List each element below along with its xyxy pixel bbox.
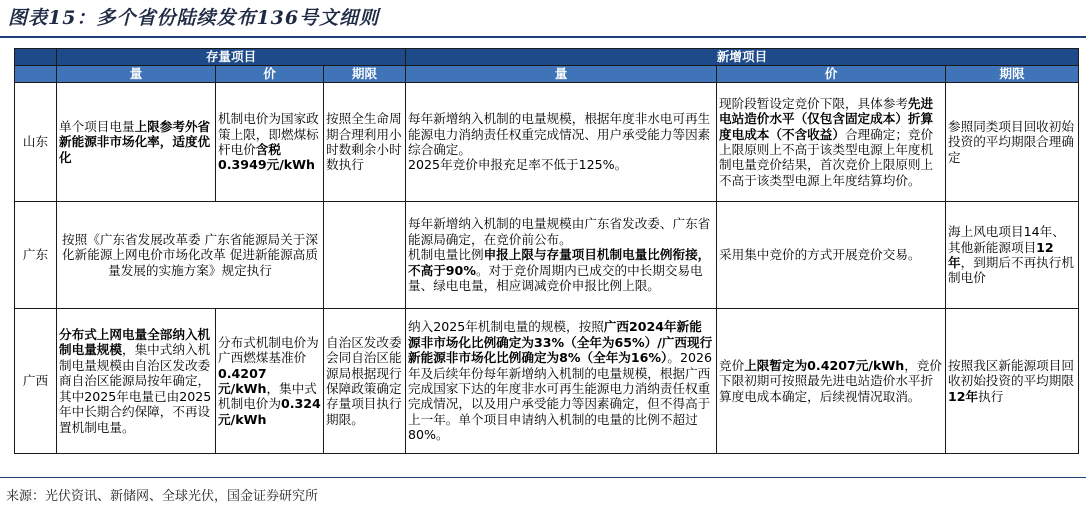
existing-price-cell <box>216 83 324 202</box>
text: ，到期后不再执行机制电价 <box>948 255 1074 286</box>
bold-text: 上限暂定为0.4207元/kWh <box>744 357 905 373</box>
province-cell: 山东 <box>15 83 57 202</box>
text: 。对于竞价周期内已成交的中长期交易电量、绿电电量，相应调减竞价申报比例上限。 <box>408 262 703 294</box>
text: 。2026年及后续年份每年新增纳入机制的电量规模，根据广西完成国家下达的年度非水可再生能源电力消纳责任权重完成情况，以及用户承受能力等因素确定，但不得高于上一年。单个项目申请纳入机制的电量的比例不超过80%。 <box>408 350 712 443</box>
existing-period-cell <box>324 202 406 309</box>
existing-volume-header: 量 <box>57 66 216 83</box>
text: 按照《广东省发展改革委 广东省能源局关于深化新能源上网电价市场化改革 促进新能源高质量发展的实施方案》规定执行 <box>62 231 318 278</box>
province-cell: 广西 <box>15 309 57 454</box>
existing-period-cell <box>324 309 406 454</box>
new-volume-cell <box>406 83 717 202</box>
table-row-shandong <box>15 83 1079 202</box>
bold-text: 12年 <box>948 388 979 404</box>
text: 参照同类项目回收初始投资的平均期限合理确定 <box>948 118 1074 165</box>
new-projects-header: 新增项目 <box>406 49 1079 66</box>
bold-text: 广西2024年新能源非市场化比例确定为33%（全年为65%）/广西现行新能源非市场化比例确定为8%（全年为16%） <box>408 319 713 366</box>
text: 按照全生命周期合理利用小时数剩余小时数执行 <box>326 111 402 173</box>
text: 按照我区新能源项目回收初始投资的平均期限 <box>948 357 1074 389</box>
bold-text: 申报上限与存量项目机制电量比例衔接，不高于90% <box>408 247 711 278</box>
text: 海上风电项目14年、其他新能源项目 <box>948 224 1065 255</box>
existing-period-header: 期限 <box>324 66 406 83</box>
new-period-cell <box>946 83 1079 202</box>
new-price-cell <box>717 83 946 202</box>
figure-title: 图表15：多个省份陆续发布136号文细则 <box>8 7 380 29</box>
new-price-header: 价 <box>717 66 946 83</box>
bold-text: 分布式上网电量全部纳入机制电量规模 <box>59 327 211 358</box>
text: 机制电量比例 <box>408 247 484 263</box>
bold-text: 12年 <box>948 239 1054 270</box>
table-row-guangdong <box>15 202 1079 309</box>
bold-text: 上限参考外省新能源非市场化率，适度优化 <box>59 118 211 165</box>
text: 每年新增纳入机制的电量规模，根据年度非水电可再生能源电力消纳责任权重完成情况、用户承受能力等因素综合确定。 <box>408 111 711 157</box>
text: 单个项目电量 <box>59 118 135 134</box>
existing-volume-cell <box>57 309 216 454</box>
footer-divider <box>0 477 1086 478</box>
text: 执行 <box>978 388 1004 404</box>
source-note: 来源：光伏资讯、新储网、全球光伏，国金证券研究所 <box>6 489 319 504</box>
existing-price-cell <box>216 309 324 454</box>
new-price-cell <box>717 309 946 454</box>
text: 纳入2025年机制电量的规模，按照 <box>408 319 604 335</box>
text: 2025年竞价申报充足率不低于125%。 <box>408 157 628 173</box>
existing-projects-header: 存量项目 <box>57 49 406 66</box>
table-row-guangxi <box>15 309 1079 454</box>
new-volume-cell <box>406 309 717 454</box>
corner-cell-2 <box>15 66 57 83</box>
new-period-cell <box>946 202 1079 309</box>
text: 采用集中竞价的方式开展竞价交易。 <box>719 247 921 263</box>
text: 竞价 <box>719 357 745 373</box>
policy-table <box>14 48 1079 454</box>
existing-merged-cell <box>57 202 324 309</box>
sub-header-row <box>15 66 1079 83</box>
text: 每年新增纳入机制的电量规模由广东省发改委、广东省能源局确定，在竞价前公布。 <box>408 216 711 247</box>
text: 机制电价为国家政策上限，即燃煤标杆电价 <box>218 111 319 157</box>
new-price-cell <box>717 202 946 309</box>
bold-text: 0.324元/kWh <box>218 396 321 427</box>
text: 合理确定；竞价上限原则上不高于该类型电源上年度机制电量竞价结果，首次竞价上限原则上不高于该类型电源上年度结算均价。 <box>719 126 934 188</box>
new-period-cell <box>946 309 1079 454</box>
bold-text: 先进电站造价水平（仅包含固定成本）折算度电成本（不含收益） <box>719 95 934 142</box>
text: 现阶段暂设定竞价下限，具体参考 <box>719 95 908 111</box>
province-cell: 广东 <box>15 202 57 309</box>
bold-text: 0.4207元/kWh <box>218 365 267 396</box>
title-divider <box>0 36 1086 38</box>
group-header-row <box>15 49 1079 66</box>
new-period-header: 期限 <box>946 66 1079 83</box>
text: ，集中式机制电价为 <box>218 381 317 412</box>
text: ，竞价下限初期可按照最先进电站造价水平折算度电成本确定，后续视情况取消。 <box>719 357 942 404</box>
existing-volume-cell <box>57 83 216 202</box>
text: 自治区发改委会同自治区能源局根据现行保障政策确定存量项目执行期限。 <box>326 334 402 427</box>
text: 分布式机制电价为广西燃煤基准价 <box>218 334 319 366</box>
text: ，集中式纳入机制电量规模由自治区发改委商自治区能源局按年确定，其中2025年电量已由2025年中长期合约保障，不再设置机制电量。 <box>59 342 212 435</box>
existing-price-header: 价 <box>216 66 324 83</box>
new-volume-header: 量 <box>406 66 717 83</box>
bold-text: 含税0.3949元/kWh <box>218 142 316 173</box>
corner-cell <box>15 49 57 66</box>
existing-period-cell <box>324 83 406 202</box>
new-volume-cell <box>406 202 717 309</box>
